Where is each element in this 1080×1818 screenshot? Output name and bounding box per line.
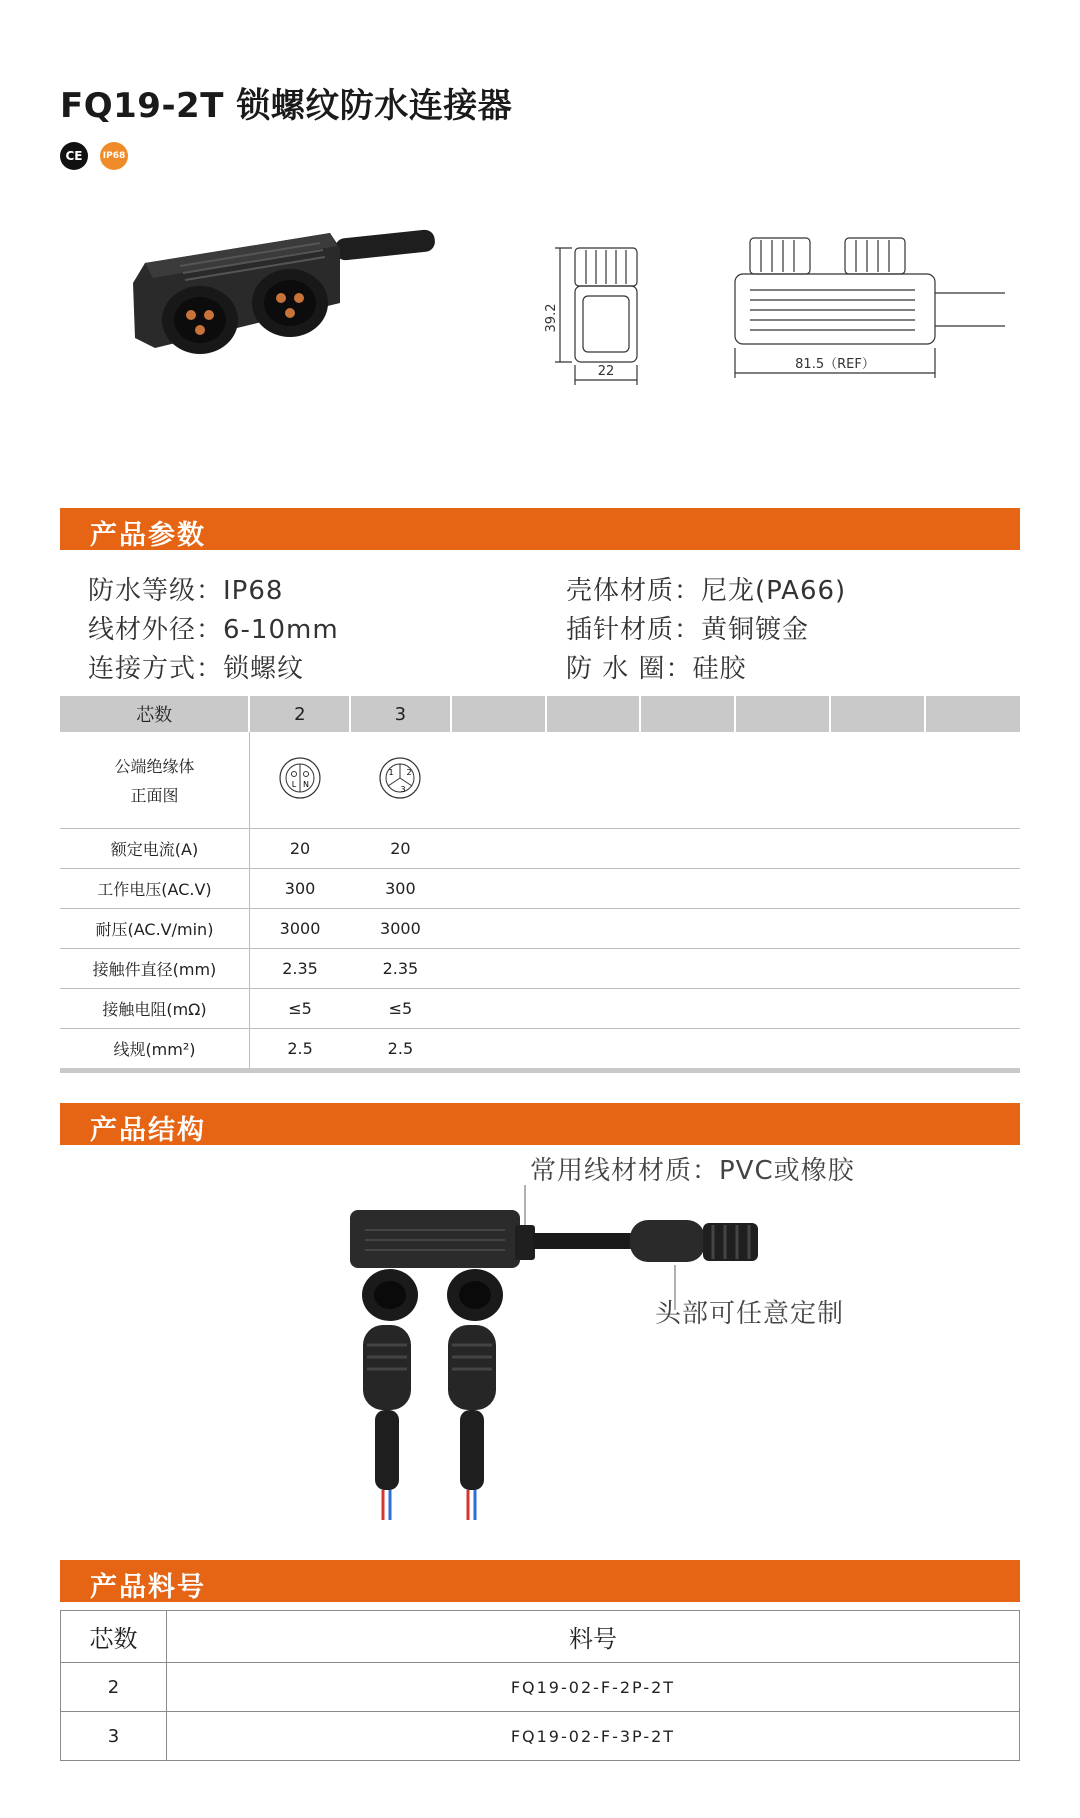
part-header-cores: 芯数 <box>61 1611 167 1663</box>
part-number-table <box>60 1610 1020 1761</box>
face-view-2pin <box>249 732 350 828</box>
face-view-3pin <box>350 732 451 828</box>
spec-header-cell <box>546 696 641 732</box>
spec-value-3: 20 <box>350 828 451 868</box>
certification-badges <box>60 142 128 170</box>
page-title: FQ19-2T 锁螺纹防水连接器 <box>60 86 513 126</box>
spec-row-contact-diameter <box>60 948 1020 988</box>
product-photo <box>125 228 475 388</box>
spec-row-face <box>60 732 1020 828</box>
part-code-cell: FQ19-02-F-2P-2T <box>166 1663 1019 1712</box>
param-wire-od: 线材外径：6-10mm <box>88 615 339 645</box>
pin-label-2: 2 <box>406 767 412 777</box>
spec-row-label: 耐压(AC.V/min) <box>60 908 249 948</box>
spec-value-3: 300 <box>350 868 451 908</box>
pin-label-l: L <box>291 779 297 789</box>
two-pin-face-icon <box>276 754 324 802</box>
spec-row-label: 接触电阻(mΩ) <box>60 988 249 1028</box>
face-view-label-line2: 正面图 <box>130 785 179 805</box>
pin-label-1: 1 <box>388 767 394 777</box>
length-dimension: 81.5（REF） <box>795 357 875 372</box>
section-part-numbers-title: 产品料号 <box>90 1572 206 1603</box>
spec-header-cell: 2 <box>249 696 350 732</box>
section-params-title: 产品参数 <box>90 520 206 551</box>
part-table-header <box>61 1611 1020 1663</box>
param-shell: 壳体材质：尼龙(PA66) <box>566 576 847 606</box>
height-dimension: 39.2 <box>544 303 559 333</box>
spec-value-2: 2.5 <box>249 1028 350 1068</box>
front-view-drawing <box>725 228 1025 408</box>
spec-header-row <box>60 696 1020 732</box>
section-params-bar <box>60 508 1020 550</box>
part-code-cell: FQ19-02-F-3P-2T <box>166 1712 1019 1761</box>
section-structure-bar <box>60 1103 1020 1145</box>
spec-row-voltage <box>60 868 1020 908</box>
spec-header-cell <box>735 696 830 732</box>
spec-row-current <box>60 828 1020 868</box>
section-part-numbers-bar <box>60 1560 1020 1602</box>
spec-row-label: 额定电流(A) <box>60 828 249 868</box>
spec-row-label: 线规(mm²) <box>60 1028 249 1068</box>
part-cores-cell: 3 <box>61 1712 167 1761</box>
structure-photo <box>345 1185 865 1555</box>
spec-row-label: 工作电压(AC.V) <box>60 868 249 908</box>
spec-row-contact-resistance <box>60 988 1020 1028</box>
spec-row-label: 接触件直径(mm) <box>60 948 249 988</box>
spec-value-3: 2.5 <box>350 1028 451 1068</box>
section-structure-title: 产品结构 <box>90 1115 206 1146</box>
ce-mark-icon: CE <box>60 142 88 170</box>
spec-row-withstand <box>60 908 1020 948</box>
spec-value-2: 3000 <box>249 908 350 948</box>
param-pin: 插针材质：黄铜镀金 <box>566 615 810 645</box>
spec-value-2: 300 <box>249 868 350 908</box>
spec-table <box>60 696 1020 1069</box>
pin-label-n: N <box>303 779 310 789</box>
callout-head-custom: 头部可任意定制 <box>655 1299 845 1329</box>
spec-table-bottom-rule <box>60 1068 1020 1073</box>
side-view-drawing <box>520 240 670 400</box>
face-view-label-line1: 公端绝缘体 <box>114 756 195 776</box>
param-connection: 连接方式：锁螺纹 <box>88 654 305 684</box>
face-view-label <box>60 732 249 828</box>
spec-row-wire-gauge <box>60 1028 1020 1068</box>
spec-header-cell <box>925 696 1020 732</box>
table-row <box>61 1663 1020 1712</box>
part-header-code: 料号 <box>166 1611 1019 1663</box>
param-seal: 防 水 圈：硅胶 <box>566 654 747 684</box>
spec-header-cell <box>830 696 925 732</box>
spec-value-2: 20 <box>249 828 350 868</box>
spec-header-cell <box>451 696 546 732</box>
spec-value-3: ≤5 <box>350 988 451 1028</box>
callout-wire-material: 常用线材材质：PVC或橡胶 <box>530 1156 855 1186</box>
spec-value-2: 2.35 <box>249 948 350 988</box>
pin-label-3: 3 <box>400 784 406 794</box>
three-pin-face-icon <box>376 754 424 802</box>
spec-header-cell: 3 <box>350 696 451 732</box>
width-dimension: 22 <box>597 364 615 379</box>
spec-header-cell <box>640 696 735 732</box>
param-waterproof: 防水等级：IP68 <box>88 576 284 606</box>
table-row <box>61 1712 1020 1761</box>
spec-value-3: 2.35 <box>350 948 451 988</box>
spec-header-cell: 芯数 <box>60 696 249 732</box>
spec-value-2: ≤5 <box>249 988 350 1028</box>
ip68-badge-icon: IP68 <box>100 142 128 170</box>
spec-value-3: 3000 <box>350 908 451 948</box>
part-cores-cell: 2 <box>61 1663 167 1712</box>
